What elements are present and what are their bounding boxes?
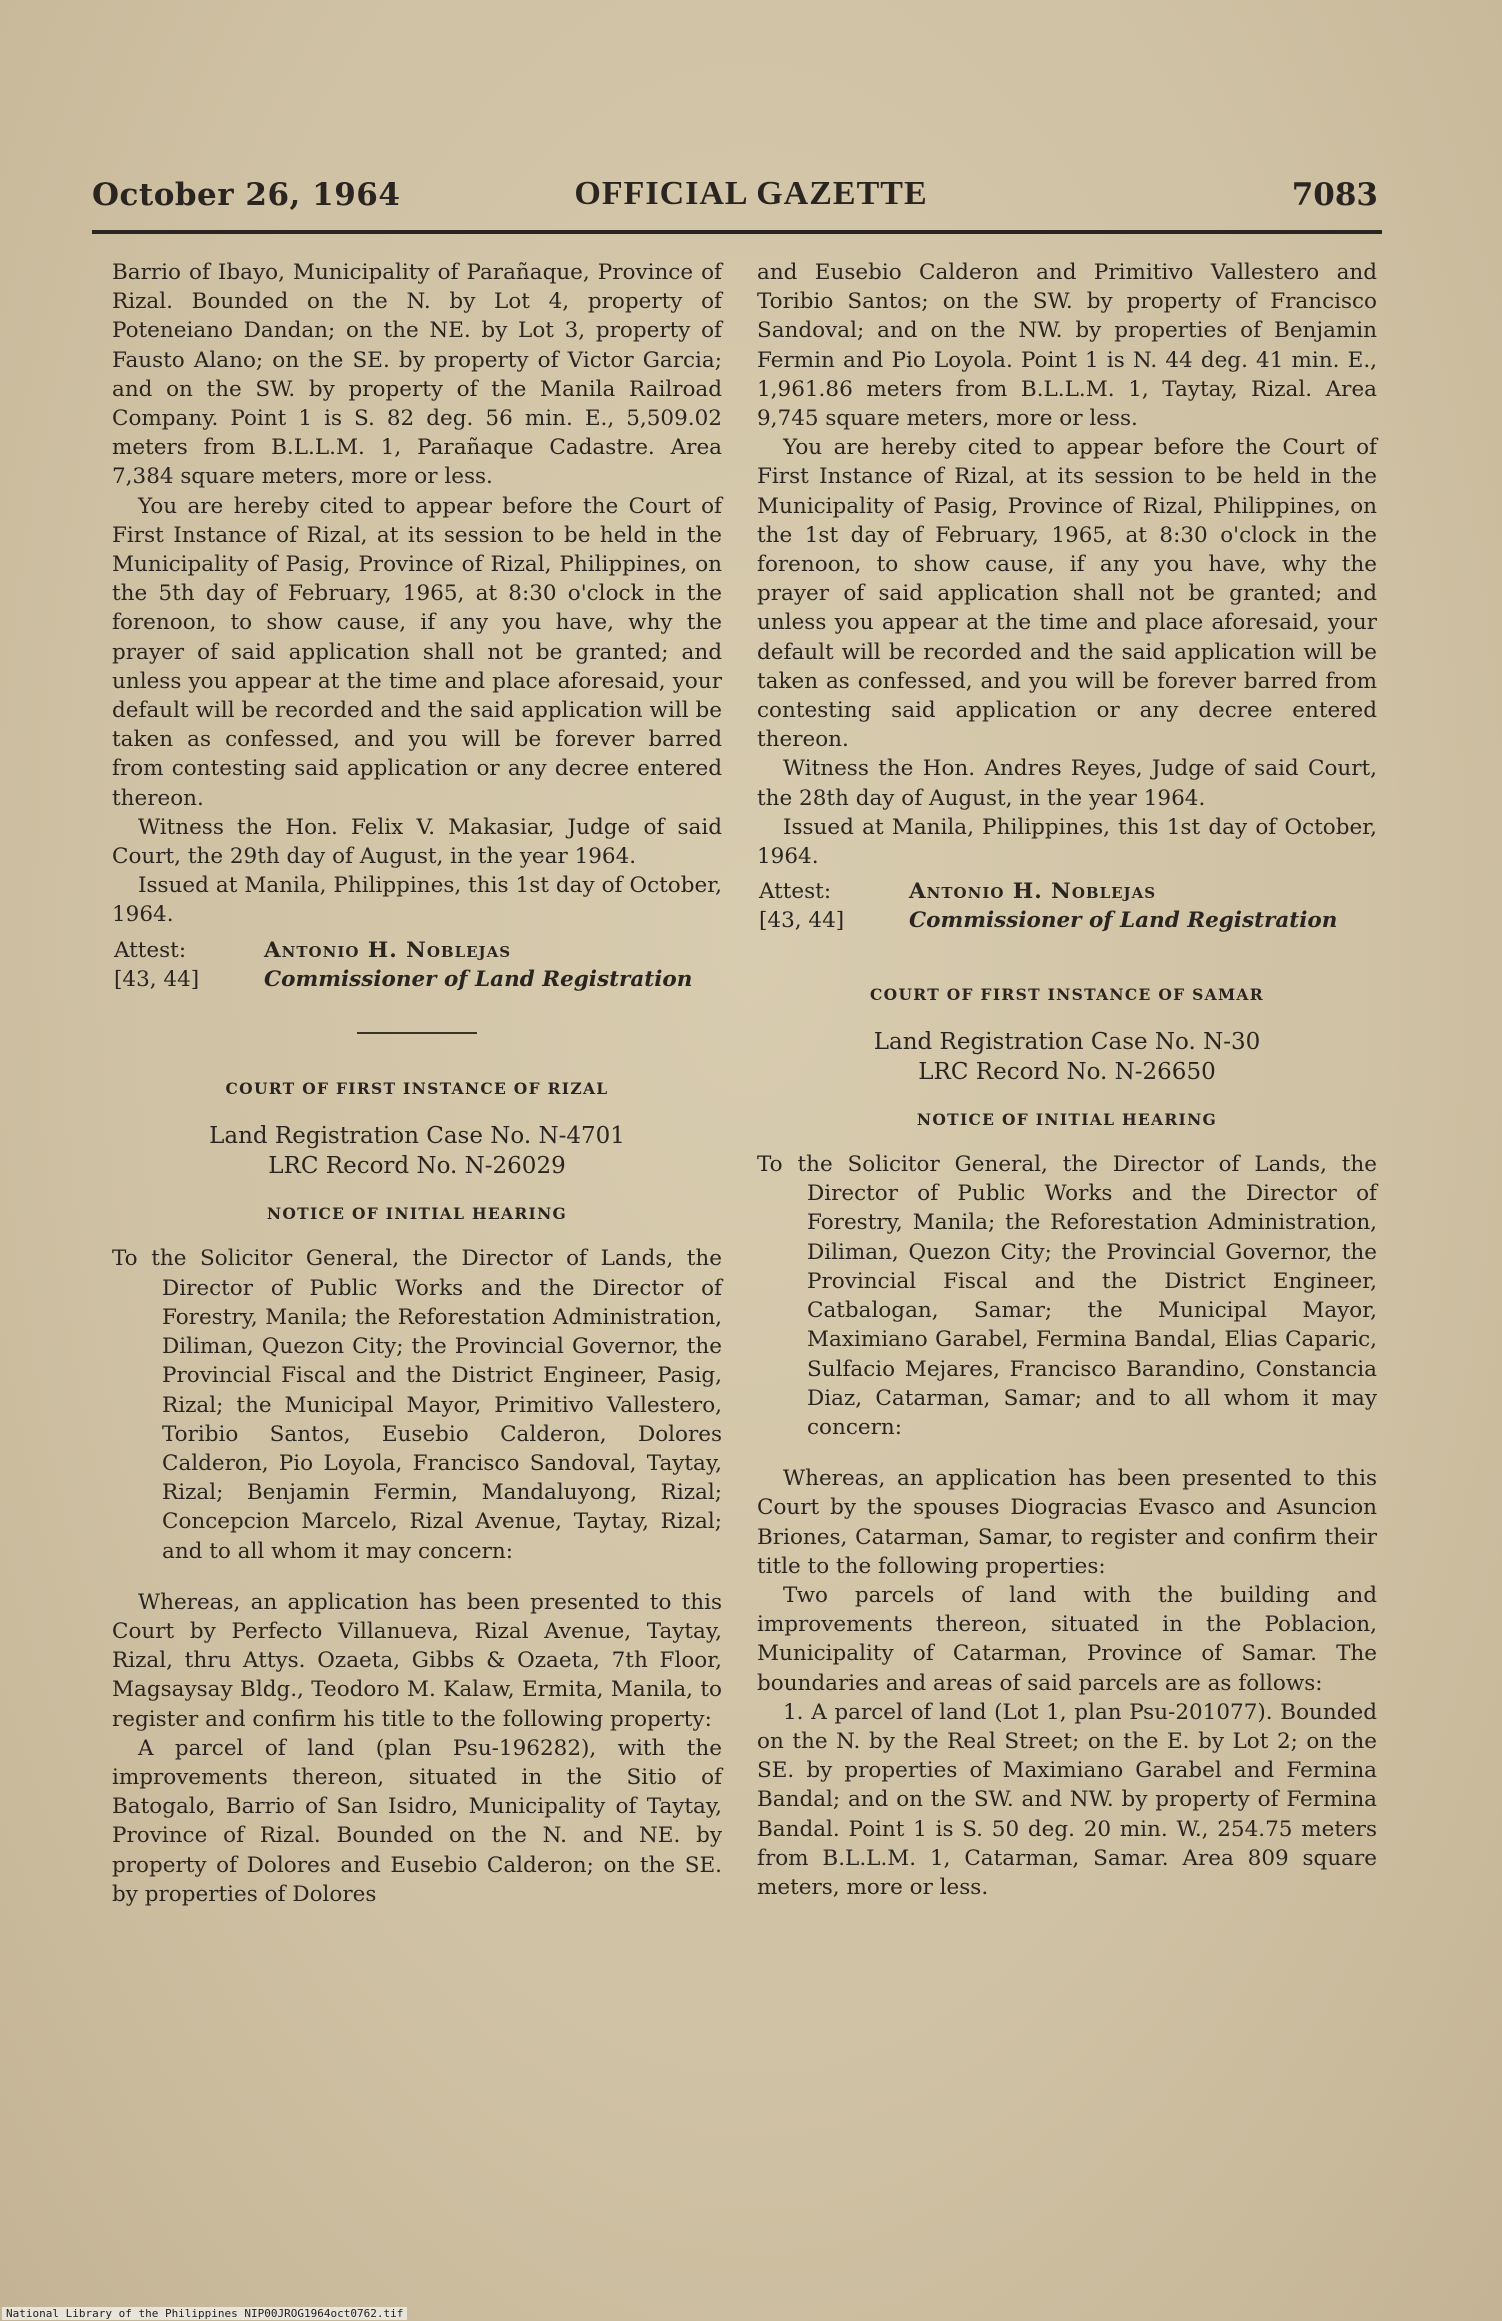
signatory-name: Antonio H. Noblejas xyxy=(909,879,1157,905)
paragraph: Barrio of Ibayo, Municipality of Parañaque, Province of Rizal. Bounded on the N. by Lot 4, property of Poteneiano Dandan; on the NE. by Lot 3, property of Fausto Alano; on the SE. by property of Victor Garcia; and on the SW. by property of the Manila Railroad Company. Point 1 is S. 82 deg. 56 min. E., 5,509.02 meters from B.L.L.M. 1, Parañaque Cadastre. Area 7,384 square meters, more or less. xyxy=(112,260,722,490)
notice-heading: NOTICE OF INITIAL HEARING xyxy=(266,1204,568,1224)
case-number: Land Registration Case No. N-30 xyxy=(873,1028,1261,1055)
lrc-record: LRC Record No. N-26029 xyxy=(268,1153,566,1180)
attest-title-line xyxy=(112,965,722,994)
case-number: Land Registration Case No. N-4701 xyxy=(209,1123,625,1150)
header-title: OFFICIAL GAZETTE xyxy=(574,175,928,212)
attest-line xyxy=(757,877,1377,906)
paragraph: Issued at Manila, Philippines, this 1st day of October, 1964. xyxy=(757,814,1377,870)
paragraph: Two parcels of land with the building and improvements thereon, situated in the Poblacion, Municipality of Catarman, Province of Samar. The boundaries and areas of said parcels are as follows: xyxy=(757,1582,1377,1696)
scan-footer: National Library of the Philippines NIP00JROG1964oct0762.tif xyxy=(2,2307,407,2320)
paragraph: You are hereby cited to appear before the Court of First Instance of Rizal, at its session to be held in the Municipality of Pasig, Province of Rizal, Philippines, on the 5th day of February, 1965, at 8:30 o'clock in the forenoon, to show cause, if any you have, why the prayer of said application shall not be granted; and unless you appear at the time and place aforesaid, your default will be recorded and the said application will be taken as confessed, and you will be forever barred from contesting said application or any decree entered thereon. xyxy=(112,493,722,811)
paragraph: Whereas, an application has been presented to this Court by Perfecto Villanueva, Rizal Avenue, Taytay, Rizal, thru Attys. Ozaeta, Gibbs & Ozaeta, 7th Floor, Magsaysay Bldg., Teodoro M. Kalaw, Ermita, Manila, to register and confirm his title to the following property: xyxy=(112,1589,722,1732)
attest-label: Attest: xyxy=(114,937,187,963)
issue-reference: [43, 44] xyxy=(759,908,845,934)
paragraph: You are hereby cited to appear before the Court of First Instance of Rizal, at its session to be held in the Municipality of Pasig, Province of Rizal, Philippines, on the 1st day of February, 1965, at 8:30 o'clock in the forenoon, to show cause, if any you have, why the prayer of said application shall not be granted; and unless you appear at the time and place aforesaid, your default will be recorded and the said application will be taken as confessed, and you will be forever barred from contesting said application or any decree entered thereon. xyxy=(757,435,1377,753)
header-date: October 26, 1964 xyxy=(92,177,401,213)
paragraph: and Eusebio Calderon and Primitivo Vallestero and Toribio Santos; on the SW. by property of Francisco Sandoval; and on the NW. by properties of Benjamin Fermin and Pio Loyola. Point 1 is N. 44 deg. 41 min. E., 1,961.86 meters from B.L.L.M. 1, Taytay, Rizal. Area 9,745 square meters, more or less. xyxy=(757,260,1377,432)
paragraph: Witness the Hon. Andres Reyes, Judge of said Court, the 28th day of August, in the year 1964. xyxy=(757,756,1377,811)
paragraph: Whereas, an application has been presented to this Court by the spouses Diogracias Evasco and Asuncion Briones, Catarman, Samar, to register and confirm their title to the following properties: xyxy=(757,1466,1377,1579)
issue-reference: [43, 44] xyxy=(114,966,200,992)
attest-line xyxy=(112,936,722,965)
lrc-record: LRC Record No. N-26650 xyxy=(918,1058,1216,1085)
paragraph: A parcel of land (plan Psu-196282), with the improvements thereon, situated in the Sitio of Batogalo, Barrio of San Isidro, Municipality of Taytay, Province of Rizal. Bounded on the N. and NE. by property of Dolores and Eusebio Calderon; on the SE. by properties of Dolores xyxy=(112,1735,722,1907)
signatory-title: Commissioner of Land Registration xyxy=(264,966,693,992)
attest-label: Attest: xyxy=(759,879,832,905)
signatory-title: Commissioner of Land Registration xyxy=(909,908,1338,934)
court-heading: COURT OF FIRST INSTANCE OF RIZAL xyxy=(225,1079,609,1099)
header-rule xyxy=(92,230,1382,234)
addressees: To the Solicitor General, the Director of Lands, the Director of Public Works and the Director of Forestry, Manila; the Reforestation Administration, Diliman, Quezon City; the Provincial Governor, the Provincial Fiscal and the District Engineer, Pasig, Rizal; the Municipal Mayor, Primitivo Vallestero, Toribio Santos, Eusebio Calderon, Dolores Calderon, Pio Loyola, Francisco Sandoval, Taytay, Rizal; Benjamin Fermin, Mandaluyong, Rizal; Concepcion Marcelo, Rizal Avenue, Taytay, Rizal; and to all whom it may concern: xyxy=(112,1246,722,1564)
attest-title-line xyxy=(757,906,1377,935)
header-page-number: 7083 xyxy=(1291,177,1378,213)
right-column xyxy=(757,258,1377,1902)
court-heading: COURT OF FIRST INSTANCE OF SAMAR xyxy=(870,984,1264,1004)
paragraph: 1. A parcel of land (Lot 1, plan Psu-201077). Bounded on the N. by the Real Street; on the E. by Lot 2; on the SE. by properties of Maximiano Garabel and Fermina Bandal; and on the SW. and NW. by property of Fermina Bandal. Point 1 is S. 50 deg. 20 min. W., 254.75 meters from B.L.L.M. 1, Catarman, Samar. Area 809 square meters, more or less. xyxy=(757,1699,1377,1900)
notice-heading: NOTICE OF INITIAL HEARING xyxy=(916,1109,1218,1129)
section-divider xyxy=(357,1032,477,1034)
paragraph: Issued at Manila, Philippines, this 1st day of October, 1964. xyxy=(112,873,722,928)
spacer xyxy=(757,936,1377,980)
left-column xyxy=(112,258,722,1909)
signatory-name: Antonio H. Noblejas xyxy=(264,937,512,963)
addressees: To the Solicitor General, the Director of Lands, the Director of Public Works and the Director of Forestry, Manila; the Reforestation Administration, Diliman, Quezon City; the Provincial Governor, the Provincial Fiscal and the District Engineer, Catbalogan, Samar; the Municipal Mayor, Maximiano Garabel, Fermina Bandal, Elias Caparic, Sulfacio Mejares, Francisco Barandino, Constancia Diaz, Catarman, Samar; and to all whom it may concern: xyxy=(757,1152,1377,1440)
paragraph: Witness the Hon. Felix V. Makasiar, Judge of said Court, the 29th day of August, in the year 1964. xyxy=(112,814,722,870)
